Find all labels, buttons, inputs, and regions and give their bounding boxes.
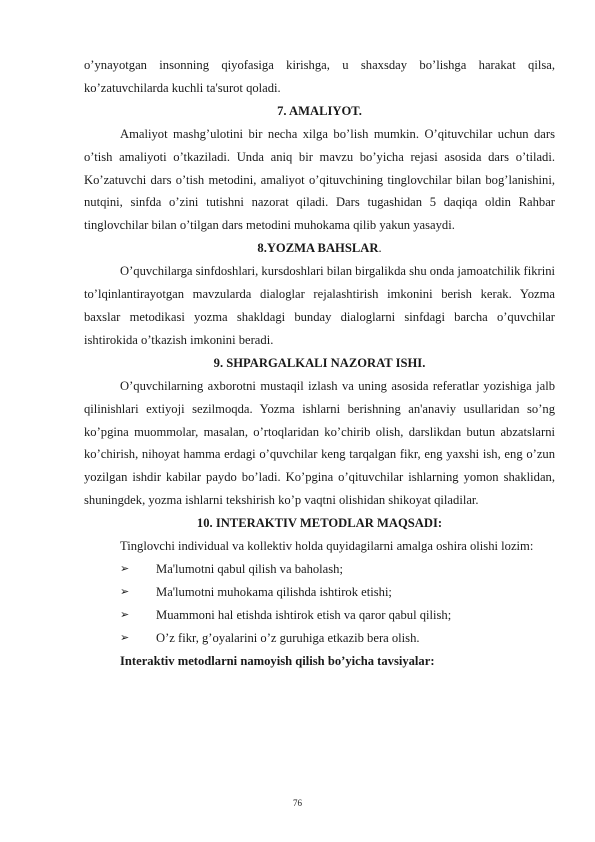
paragraph-amaliyot: Amaliyot mashg’ulotini bir necha xilga bo’lish mumkin. O’qituvchilar uchun dars o’tish amaliyoti o’tkaziladi. Unda aniq bir mavzu bo’yicha rejasi asosida dars o’tiladi. Ko’zatuvchi dars o’tish metodini, amaliyot o’qituvchining tinglovchilar bilan bog’lanishini, nutqini, sinfda o’zini tutishni nazorat qiladi. Dars tugashidan 5 daqiqa oldin Rahbar tinglovchilar bilan o’tilgan dars metodini muhokama qilib yakun yasaydi.: [84, 126, 555, 233]
list-item-text: O’z fikr, g’oyalarini o’z guruhiga etkazib bera olish.: [156, 630, 420, 645]
paragraph-continued: o’ynayotgan insonning qiyofasiga kirishga, u shaxsday bo’lishga harakat qilsa, ko’zatuvchilarda kuchli ta'surot qoladi.: [84, 58, 555, 95]
heading-yozma-bahslar-period: .: [378, 241, 382, 256]
arrow-bullet-icon: ➢: [120, 561, 130, 575]
list-item: [84, 558, 555, 581]
heading-shpargalkali-nazorat: 9. SHPARGALKALI NAZORAT ISHI.: [213, 355, 426, 370]
paragraph-shpargalkali-nazorat: O’quvchilarning axborotni mustaqil izlash va uning asosida referatlar yozishiga jalb qilinishlari extiyoji sezilmoqda. Yozma ishlarni berishning an'anaviy usullaridan so’ng ko’pgina muommolar, masalan, o’rtoqlaridan ko’chirib olish, darslikdan butun abzatslarni ko’chirish, nihoyat hamma erdagi o’quvchilar keng tarqalgan fikr, eng yaxshi ish, eng o’zun yozilgan ishdir kabilar paydo bo’ladi. Ko’pgina o’qituvchilar ishlarning yomon shaklidan, shuningdek, yozma ishlarni tekshirish ko’p vaqtni olishidan shikoyat qiladilar.: [84, 378, 555, 508]
list-item: [84, 581, 555, 604]
list-item: [84, 627, 555, 650]
arrow-bullet-icon: ➢: [120, 607, 130, 621]
recommendations-heading: Interaktiv metodlarni namoyish qilish bo’yicha tavsiyalar:: [120, 653, 435, 668]
paragraph-yozma-bahslar: O’quvchilarga sinfdoshlari, kursdoshlari bilan birgalikda shu onda jamoatchilik fikrini to’lqinlantirayotgan mavzularda dialoglar rejalashtirish imkonini berish kerak. Yozma baxslar metodikasi yozma shakldagi bunday dialoglarni sinfdagi barcha o’quvchilar ishtirokida o’tkazish imkonini beradi.: [84, 264, 555, 347]
heading-yozma-bahslar: [84, 237, 555, 260]
paragraph-interaktiv-metodlar: Tinglovchi individual va kollektiv holda quyidagilarni amalga oshira olishi lozim:: [120, 539, 534, 554]
arrow-bullet-icon: ➢: [120, 630, 130, 644]
arrow-bullet-icon: ➢: [120, 584, 130, 598]
list-item-text: Ma'lumotni qabul qilish va baholash;: [156, 561, 343, 576]
list-item-text: Muammoni hal etishda ishtirok etish va qaror qabul qilish;: [156, 607, 452, 622]
page-content: [84, 54, 555, 672]
heading-interaktiv-metodlar: 10. INTERAKTIV METODLAR MAQSADI:: [196, 516, 443, 531]
heading-yozma-bahslar-text: 8.YOZMA BAHSLAR: [257, 241, 379, 256]
bullet-list: [84, 558, 555, 650]
page-number: 76: [293, 798, 302, 808]
list-item: [84, 604, 555, 627]
list-item-text: Ma'lumotni muhokama qilishda ishtirok etishi;: [156, 584, 392, 599]
heading-amaliyot: 7. AMALIYOT.: [277, 103, 362, 118]
